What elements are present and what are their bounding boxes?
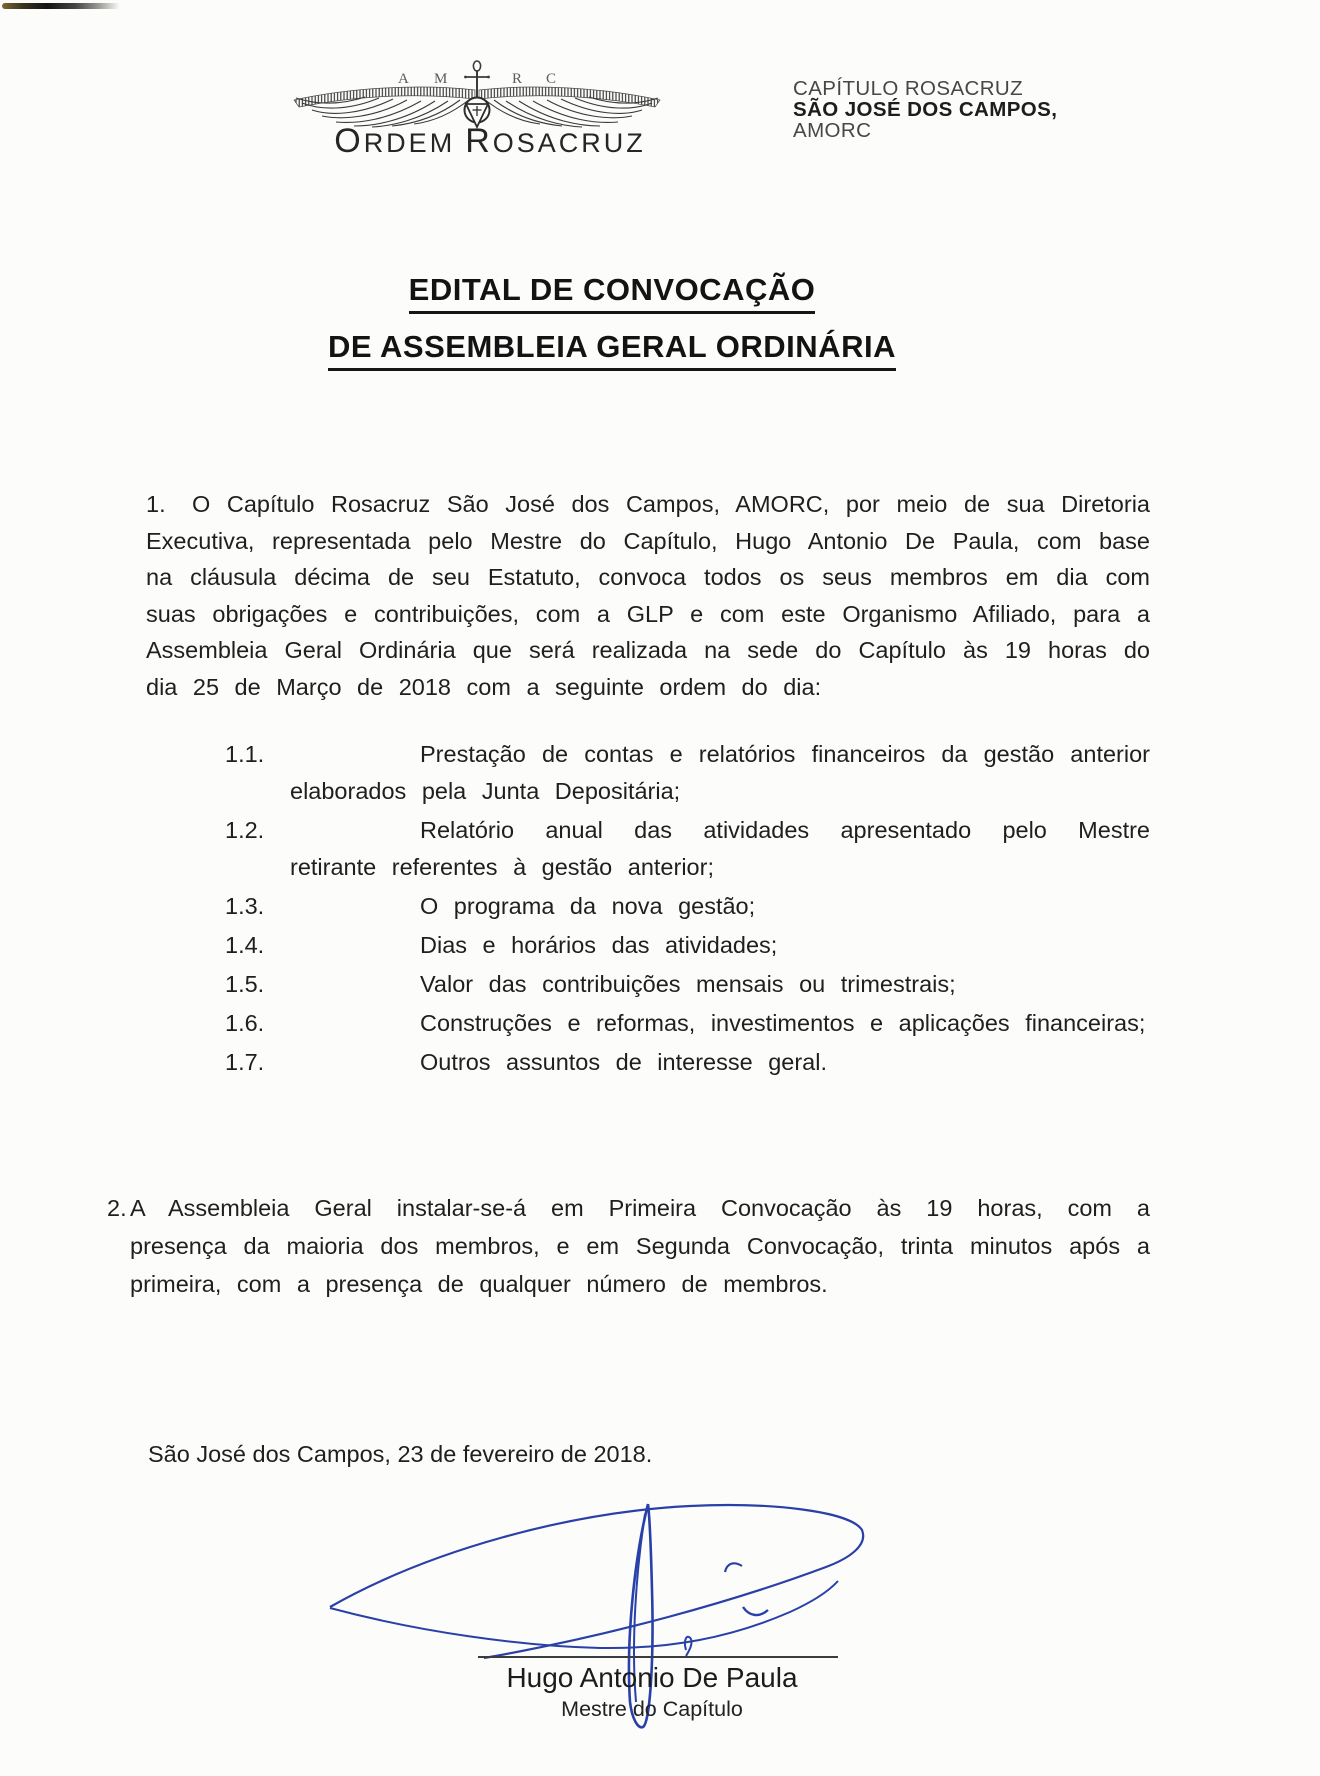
emblem-letter-r: R: [512, 71, 523, 87]
chapter-line2: SÃO JOSÉ DOS CAMPOS,: [793, 98, 1058, 121]
agenda-item-text: O programa da nova gestão;: [420, 893, 756, 919]
signer-name: Hugo Antonio De Paula: [506, 1662, 798, 1693]
agenda-item-number: 1.4.: [225, 932, 265, 958]
chapter-line3: AMORC: [793, 119, 872, 142]
scan-corner-artifact: [2, 3, 120, 9]
agenda-item: [225, 812, 1150, 886]
signer-role: Mestre do Capítulo: [561, 1697, 743, 1721]
agenda-item-text: Prestação de contas e relatórios financeiros da gestão anterior elaborados pela Junta Depositária;: [290, 741, 1150, 804]
emblem-letter-c: C: [546, 71, 557, 87]
agenda-item-number: 1.2.: [225, 817, 265, 843]
agenda-item-text: Relatório anual das atividades apresentado pelo Mestre retirante referentes à gestão anterior;: [290, 817, 1150, 880]
paragraph-1-text: O Capítulo Rosacruz São José dos Campos, AMORC, por meio de sua Diretoria Executiva, representada pelo Mestre do Capítulo, Hugo Antonio De Paula, com base na cláusula décima de seu Estatuto, convoca todos os seus membros em dia com suas obrigações e contribuições, com a GLP e com este Organismo Afiliado, para a Assembleia Geral Ordinária que será realizada na sede do Capítulo às 19 horas do dia 25 de Março de 2018 com a seguinte ordem do dia:: [146, 491, 1150, 700]
agenda-item-text: Valor das contribuições mensais ou trimestrais;: [420, 971, 956, 997]
paragraph-2: [107, 1189, 1150, 1303]
paragraph-2-number: 2.: [107, 1195, 127, 1221]
title-line2: DE ASSEMBLEIA GERAL ORDINÁRIA: [328, 329, 896, 371]
paragraph-1-number: 1.: [146, 491, 166, 517]
agenda-item-number: 1.6.: [225, 1010, 265, 1036]
agenda-item-number: 1.1.: [225, 741, 265, 767]
title-line1: EDITAL DE CONVOCAÇÃO: [409, 272, 816, 314]
agenda-item: [225, 1005, 1150, 1042]
agenda-item-number: 1.3.: [225, 893, 265, 919]
agenda-item: [225, 1044, 1150, 1081]
paragraph-2-text: A Assembleia Geral instalar-se-á em Primeira Convocação às 19 horas, com a presença da maioria dos membros, e em Segunda Convocação, trinta minutos após a primeira, com a presença de qualquer número de membros.: [130, 1195, 1150, 1297]
agenda-item-text: Outros assuntos de interesse geral.: [420, 1049, 827, 1075]
dateline: São José dos Campos, 23 de fevereiro de 2018.: [148, 1441, 653, 1467]
paragraph-1: [146, 486, 1150, 705]
agenda-item: [225, 888, 1150, 925]
document-title: [0, 272, 1224, 371]
chapter-header-block: [793, 78, 1057, 141]
agenda-item: [225, 966, 1150, 1003]
agenda-item-number: 1.7.: [225, 1049, 265, 1075]
agenda-item-number: 1.5.: [225, 971, 265, 997]
agenda-item: [225, 927, 1150, 964]
agenda-item-text: Construções e reformas, investimentos e aplicações financeiras;: [420, 1010, 1146, 1036]
logo-wordmark: ORDEM ROSACRUZ: [334, 122, 646, 160]
chapter-line1: CAPÍTULO ROSACRUZ: [793, 77, 1024, 100]
agenda-item: [225, 736, 1150, 810]
emblem-letter-a: A: [398, 71, 409, 87]
signature-line: [478, 1656, 838, 1658]
emblem-letter-m: M: [434, 71, 448, 87]
agenda-list: [225, 736, 1150, 1083]
agenda-item-text: Dias e horários das atividades;: [420, 932, 778, 958]
